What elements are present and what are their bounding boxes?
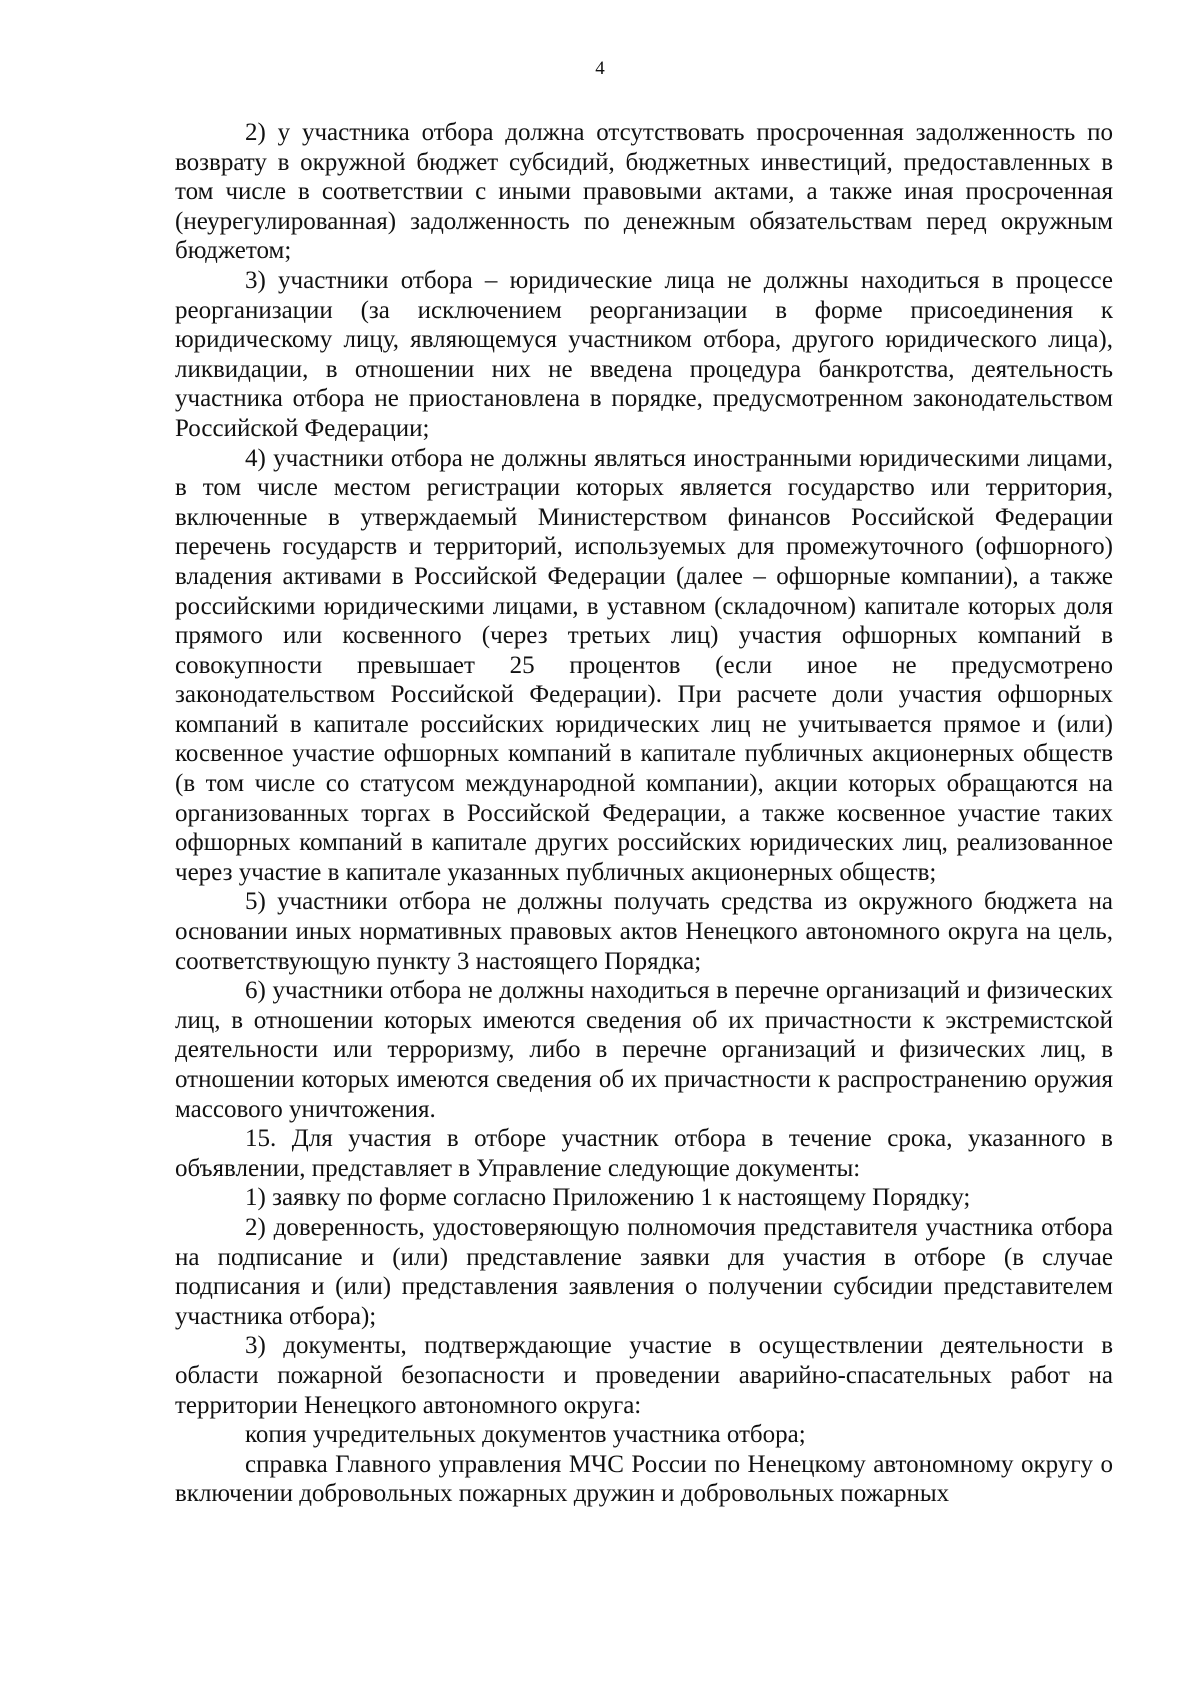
page-number: 4 [595, 58, 605, 79]
paragraph-mchs-certificate: справка Главного управления МЧС России по Ненецкому автономному округу о включении добровольных пожарных дружин и добровольных пожарных [175, 1450, 1113, 1508]
paragraph-item-5: 5) участники отбора не должны получать средства из окружного бюджета на основании иных нормативных правовых актов Ненецкого автономного округа на цель, соответствующую пункту 3 настоящего Порядка; [175, 888, 1113, 975]
paragraph-doc-3: 3) документы, подтверждающие участие в осуществлении деятельности в области пожарной безопасности и проведении аварийно-спасательных работ на территории Ненецкого автономного округа: [175, 1332, 1113, 1419]
paragraph-clause-15: 15. Для участия в отборе участник отбора в течение срока, указанного в объявлении, представляет в Управление следующие документы: [175, 1125, 1113, 1182]
paragraph-item-3: 3) участники отбора – юридические лица не должны находиться в процессе реорганизации (за исключением реорганизации в форме присоединения к юридическому лицу, являющемуся участником отбора, другого юридического лица), ликвидации, в отношении них не введена процедура банкротства, деятельность участника отбора не приостановлена в порядке, предусмотренном законодательством Российской Федерации; [175, 266, 1113, 442]
paragraph-item-4: 4) участники отбора не должны являться иностранными юридическими лицами, в том числе местом регистрации которых является государство или территория, включенные в утверждаемый Министерством финансов Российской Федерации перечень государств и территорий, используемых для промежуточного (офшорного) владения активами в Российской Федерации (далее – офшорные компании), а также российскими юридическими лицами, в уставном (складочном) капитале которых доля прямого или косвенного (через третьих лиц) участия офшорных компаний в совокупности превышает 25 процентов (если иное не предусмотрено законодательством Российской Федерации). При расчете доли участия офшорных компаний в капитале российских юридических лиц не учитывается прямое и (или) косвенное участие офшорных компаний в капитале публичных акционерных обществ (в том числе со статусом международной компании), акции которых обращаются на организованных торгах в Российской Федерации, а также косвенное участие таких офшорных компаний в капитале других российских юридических лиц, реализованное через участие в капитале указанных публичных акционерных обществ; [175, 444, 1113, 886]
paragraph-item-2: 2) у участника отбора должна отсутствовать просроченная задолженность по возврату в окружной бюджет субсидий, бюджетных инвестиций, предоставленных в том числе в соответствии с иными правовыми актами, а также иная просроченная (неурегулированная) задолженность по денежным обязательствам перед окружным бюджетом; [175, 119, 1113, 265]
paragraph-doc-2: 2) доверенность, удостоверяющую полномочия представителя участника отбора на подписание и (или) представление заявки для участия в отборе (в случае подписания и (или) представления заявления о получении субсидии представителем участника отбора); [175, 1213, 1113, 1330]
document-body [175, 118, 1113, 1509]
paragraph-founding-docs: копия учредительных документов участника отбора; [245, 1421, 806, 1449]
paragraph-doc-1: 1) заявку по форме согласно Приложению 1 к настоящему Порядку; [245, 1184, 971, 1212]
paragraph-item-6: 6) участники отбора не должны находиться в перечне организаций и физических лиц, в отношении которых имеются сведения об их причастности к экстремистской деятельности или терроризму, либо в перечне организаций и физических лиц, в отношении которых имеются сведения об их причастности к распространению оружия массового уничтожения. [175, 977, 1113, 1123]
